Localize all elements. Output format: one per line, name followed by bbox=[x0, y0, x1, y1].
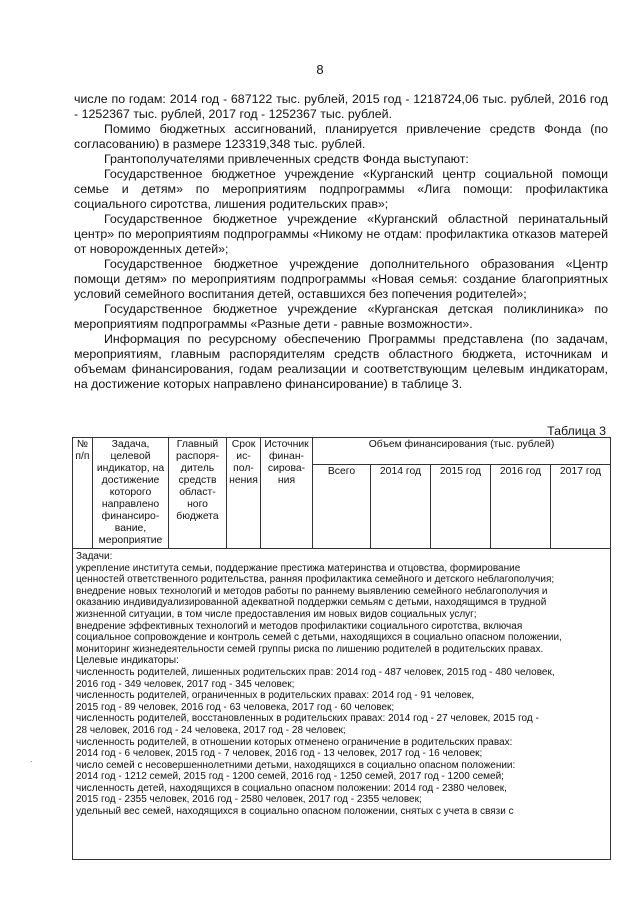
financing-table bbox=[72, 437, 611, 860]
header-year-2017: 2017 год bbox=[551, 465, 611, 549]
paragraph-budget-years: числе по годам: 2014 год - 687122 тыс. рублей, 2015 год - 1218724,06 тыс. рублей, 2016 год - 1252367 тыс. рублей, 2017 год - 1252367 тыс. рублей. bbox=[74, 92, 608, 121]
table-caption: Таблица 3 bbox=[547, 424, 606, 438]
paragraph-recipient-children-help-center: Государственное бюджетное учреждение дополнительного образования «Центр помощи детям» по мероприятиям подпрограммы «Новая семья: создание благоприятных условий семейного воспитания детей, оставшихся без попечения родителей»; bbox=[74, 257, 608, 301]
indicator-line: число семей с несовершеннолетними детьми, находящихся в социально опасном положении: bbox=[76, 759, 516, 771]
indicator-line: 2014 год - 6 человек, 2015 год - 7 человек, 2016 год - 13 человек, 2017 год - 16 человек; bbox=[76, 748, 483, 760]
paragraph-recipient-social-center: Государственное бюджетное учреждение «Курганский центр социальной помощи семье и детям» по мероприятиям подпрограммы «Лига помощи: профилактика социального сиротства, лишения родительских прав»; bbox=[74, 167, 608, 211]
task-line: внедрение новых технологий и методов работы по раннему выявлению семейного неблагополучия и bbox=[76, 585, 548, 597]
header-source: Источник финан-сирова-ния bbox=[261, 438, 313, 549]
table-tasks-row bbox=[73, 549, 611, 860]
document-body bbox=[74, 92, 608, 392]
indicator-line: численность родителей, восстановленных в родительских правах: 2014 год - 27 человек, 2015 год - bbox=[76, 713, 539, 725]
indicator-line: 2015 год - 89 человек, 2016 год - 63 человека, 2017 год - 60 человек; bbox=[76, 701, 395, 713]
header-task: Задача, целевой индикатор, на достижение которого направлено финансиро-вание, мероприятие bbox=[93, 438, 169, 549]
indicator-line: Целевые индикаторы: bbox=[76, 655, 179, 667]
paragraph-recipient-polyclinic: Государственное бюджетное учреждение «Курганская детская поликлиника» по мероприятиям подпрограммы «Разные дети - равные возможности». bbox=[74, 302, 608, 331]
header-year-2016: 2016 год bbox=[491, 465, 551, 549]
indicator-line: численность родителей, в отношении которых отменено ограничение в родительских правах: bbox=[76, 736, 513, 748]
task-line: мониторинг жизнедеятельности семей группы риска по лишению родителей в родительских правах. bbox=[76, 643, 544, 655]
header-total: Всего bbox=[313, 465, 371, 549]
indicator-line: численность детей, находящихся в социально опасном положении: 2014 год - 2380 человек, bbox=[76, 782, 507, 794]
header-distributor: Главный распоря-дитель средств област-ного бюджета bbox=[169, 438, 227, 549]
indicator-line: 28 человек, 2016 год - 24 человека, 2017 год - 28 человек; bbox=[76, 724, 346, 736]
tasks-cell bbox=[73, 549, 611, 860]
indicator-line: 2014 год - 1212 семей, 2015 год - 1200 семей, 2016 год - 1250 семей, 2017 год - 1200 семей; bbox=[76, 771, 504, 783]
paragraph-resource-info: Информация по ресурсному обеспечению Программы представлена (по задачам, мероприятиям, главным распорядителям средств областного бюджета, источникам и объемам финансирования, годам реализации и соответствующим целевым индикаторам, на достижение которых направлено финансирование) в таблице 3. bbox=[74, 332, 608, 391]
task-line: укрепление института семьи, поддержание престижа материнства и отцовства, формирование bbox=[76, 562, 521, 574]
indicator-line: численность родителей, ограниченных в родительских правах: 2014 год - 91 человек, bbox=[76, 690, 475, 702]
header-num: № п/п bbox=[73, 438, 93, 549]
task-line: жизненной ситуации, в том числе предоставления им новых видов социальных услуг; bbox=[76, 608, 477, 620]
scan-artifact: ´ bbox=[30, 760, 33, 770]
header-volume: Объем финансирования (тыс. рублей) bbox=[313, 438, 611, 465]
indicator-line: 2016 год - 349 человек, 2017 год - 345 человек; bbox=[76, 678, 295, 690]
task-line: ценностей ответственного родительства, ранняя профилактика семейного и детского неблагополучия; bbox=[76, 574, 555, 586]
page-number: 8 bbox=[316, 62, 324, 77]
header-year-2015: 2015 год bbox=[431, 465, 491, 549]
task-line: Задачи: bbox=[76, 551, 113, 562]
task-line: оказанию индивидуализированной адекватной поддержки семьям с детьми, находящимся в трудной bbox=[76, 597, 547, 609]
header-term: Срок ис-пол-нения bbox=[227, 438, 261, 549]
table-header-row bbox=[73, 438, 611, 465]
task-line: социальное сопровождение и контроль семей с детьми, находящихся в социально опасном положении, bbox=[76, 632, 562, 644]
paragraph-fund-attraction: Помимо бюджетных ассигнований, планируется привлечение средств Фонда (по согласованию) в размере 123319,348 тыс. рублей. bbox=[74, 122, 608, 151]
indicator-line: удельный вес семей, находящихся в социально опасном положении, снятых с учета в связи с bbox=[76, 806, 514, 818]
paragraph-recipient-perinatal-center: Государственное бюджетное учреждение «Курганский областной перинатальный центр» по мероприятиям подпрограммы «Никому не отдам: профилактика отказов матерей от новорожденных детей»; bbox=[74, 212, 608, 256]
indicator-line: 2015 год - 2355 человек, 2016 год - 2580 человек, 2017 год - 2355 человек; bbox=[76, 794, 422, 806]
paragraph-grant-recipients: Грантополучателями привлеченных средств Фонда выступают: bbox=[104, 152, 469, 166]
header-year-2014: 2014 год bbox=[371, 465, 431, 549]
indicator-line: численность родителей, лишенных родительских прав: 2014 год - 487 человек, 2015 год - 480 человек, bbox=[76, 666, 555, 678]
task-line: внедрение эффективных технологий и методов профилактики социального сиротства, включая bbox=[76, 620, 523, 632]
